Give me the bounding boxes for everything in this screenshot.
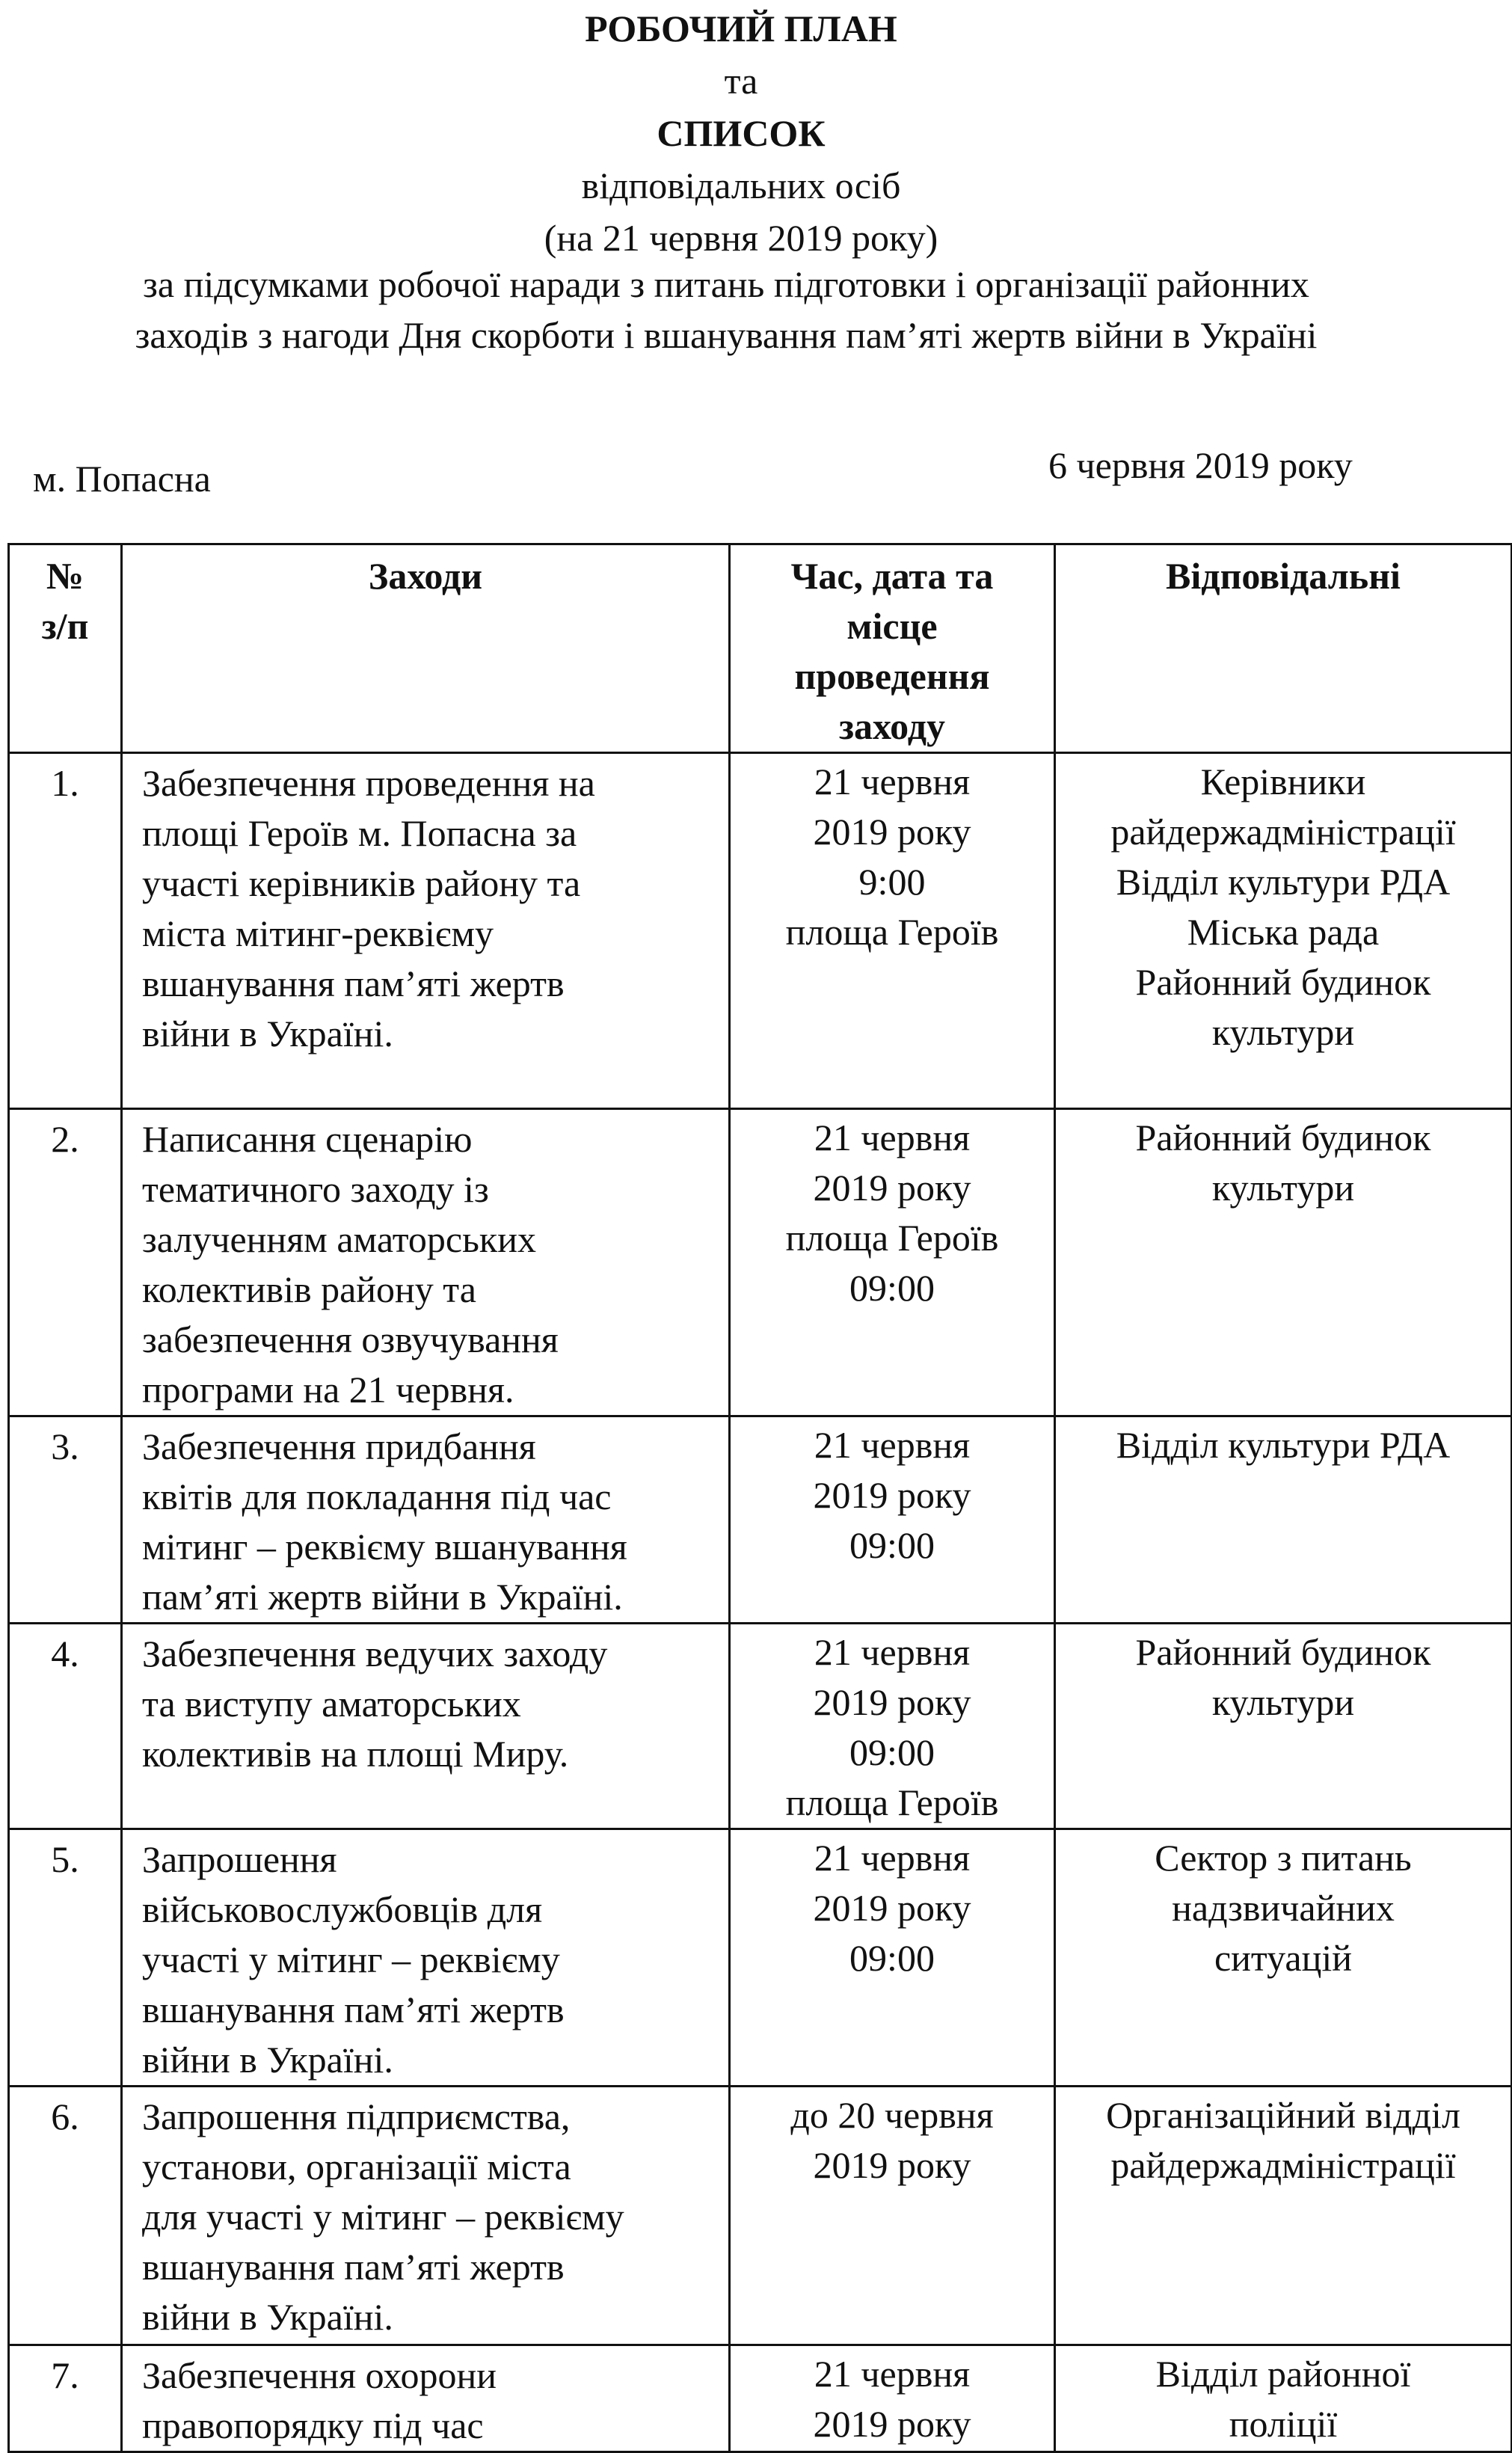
header-activity: Заходи [122, 544, 730, 753]
row-number: 5. [9, 1829, 122, 2087]
document-date: 6 червня 2019 року [1048, 444, 1353, 486]
table-row [9, 2087, 1512, 2345]
row-time-place: 21 червня 2019 року 09:00 [730, 1829, 1055, 2087]
table-row [9, 2345, 1512, 2452]
document-subtitle: СПИСОК [657, 112, 826, 154]
subtitle-line-1: відповідальних осіб [581, 165, 901, 206]
header-time-place: Час, дата та місце проведення заходу [730, 544, 1055, 753]
row-number: 2. [9, 1109, 122, 1416]
row-number: 4. [9, 1624, 122, 1829]
row-time-place: 21 червня 2019 року [730, 2345, 1055, 2452]
row-time-place: до 20 червня 2019 року [730, 2087, 1055, 2345]
table-row [9, 1109, 1512, 1416]
row-time-place: 21 червня 2019 року 9:00 площа Героїв [730, 753, 1055, 1109]
row-number: 6. [9, 2087, 122, 2345]
row-number: 1. [9, 753, 122, 1109]
header-number: № з/п [9, 544, 122, 753]
row-activity: Забезпечення охорони правопорядку під час [122, 2345, 730, 2452]
row-activity: Написання сценарію тематичного заходу із залученням аматорських колективів району та забезпечення озвучування програми на 21 червня. [122, 1109, 730, 1416]
subtitle-line-3: заходів з нагоди Дня скорботи і вшанування пам’яті жертв війни в Україні [135, 314, 1318, 356]
row-activity: Запрошення військовослужбовців для участі у мітинг – реквієму вшанування пам’яті жертв війни в Україні. [122, 1829, 730, 2087]
row-time-place: 21 червня 2019 року 09:00 площа Героїв [730, 1624, 1055, 1829]
table-row [9, 753, 1512, 1109]
row-responsible: Відділ районної поліції [1055, 2345, 1512, 2452]
row-number: 3. [9, 1416, 122, 1624]
subtitle-line-2: за підсумками робочої наради з питань підготовки і організації районних [143, 263, 1309, 305]
row-responsible: Районний будинок культури [1055, 1109, 1512, 1416]
document-title: РОБОЧИЙ ПЛАН [585, 7, 897, 49]
row-number: 7. [9, 2345, 122, 2452]
row-time-place: 21 червня 2019 року площа Героїв 09:00 [730, 1109, 1055, 1416]
table-header-row [9, 544, 1512, 753]
row-responsible: Організаційний відділ райдержадміністрації [1055, 2087, 1512, 2345]
row-activity: Запрошення підприємства, установи, організації міста для участі у мітинг – реквієму вшанування пам’яті жертв війни в Україні. [122, 2087, 730, 2345]
row-time-place: 21 червня 2019 року 09:00 [730, 1416, 1055, 1624]
table-row [9, 1829, 1512, 2087]
row-activity: Забезпечення проведення на площі Героїв м. Попасна за участі керівників району та міста мітинг-реквієму вшанування пам’яті жертв війни в Україні. [122, 753, 730, 1109]
row-responsible: Відділ культури РДА [1055, 1416, 1512, 1624]
row-responsible: Керівники райдержадміністрації Відділ культури РДА Міська рада Районний будинок культури [1055, 753, 1512, 1109]
table-row [9, 1416, 1512, 1624]
document-place: м. Попасна [33, 458, 211, 500]
subtitle-date: (на 21 червня 2019 року) [544, 217, 938, 259]
row-activity: Забезпечення ведучих заходу та виступу аматорських колективів на площі Миру. [122, 1624, 730, 1829]
title-conjunction: та [724, 60, 758, 102]
header-responsible: Відповідальні [1055, 544, 1512, 753]
work-plan-table [7, 543, 1512, 2453]
row-activity: Забезпечення придбання квітів для покладання під час мітинг – реквієму вшанування пам’яті жертв війни в Україні. [122, 1416, 730, 1624]
table-row [9, 1624, 1512, 1829]
row-responsible: Районний будинок культури [1055, 1624, 1512, 1829]
row-responsible: Сектор з питань надзвичайних ситуацій [1055, 1829, 1512, 2087]
